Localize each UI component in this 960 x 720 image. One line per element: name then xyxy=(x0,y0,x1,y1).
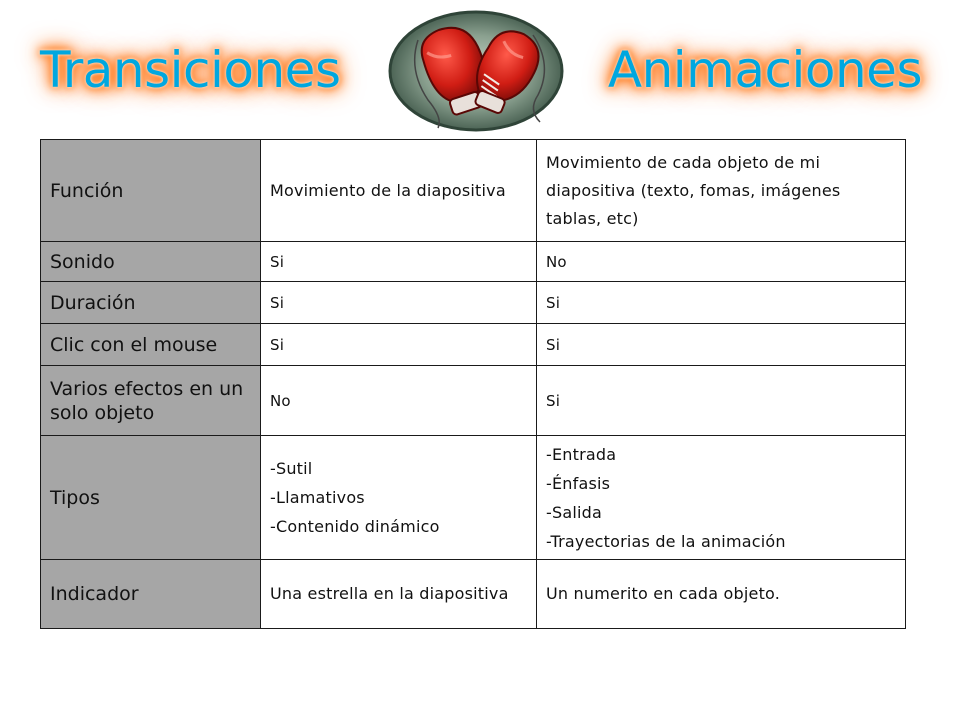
animaciones-line: No xyxy=(546,252,567,271)
table-row xyxy=(41,436,906,560)
animaciones-line: Un numerito en cada objeto. xyxy=(546,584,781,603)
transiciones-line: Si xyxy=(270,293,285,312)
table-row xyxy=(41,560,906,629)
animaciones-cell xyxy=(537,436,906,560)
row-label: Clic con el mouse xyxy=(41,324,261,366)
animaciones-line: Movimiento de cada objeto de mi diapositiva (texto, fomas, imágenes tablas, etc) xyxy=(546,152,841,228)
table-row xyxy=(41,242,906,282)
transiciones-line: -Sutil xyxy=(270,459,313,478)
animaciones-line: Si xyxy=(546,335,561,354)
animaciones-cell xyxy=(537,324,906,366)
table-row xyxy=(41,282,906,324)
transiciones-line: -Contenido dinámico xyxy=(270,517,440,536)
row-label: Duración xyxy=(41,282,261,324)
animaciones-line: -Entrada xyxy=(546,444,617,464)
transiciones-line: Una estrella en la diapositiva xyxy=(270,584,509,603)
row-label: Varios efectos en un solo objeto xyxy=(41,366,261,436)
comparison-table xyxy=(40,139,906,629)
animaciones-line: Si xyxy=(546,293,561,312)
title-animaciones: Animaciones xyxy=(607,41,922,99)
transiciones-cell xyxy=(261,242,537,282)
row-label: Sonido xyxy=(41,242,261,282)
row-label: Indicador xyxy=(41,560,261,629)
transiciones-cell xyxy=(261,436,537,560)
animaciones-line: -Trayectorias de la animación xyxy=(546,531,786,551)
animaciones-line: -Énfasis xyxy=(546,473,611,493)
transiciones-cell xyxy=(261,324,537,366)
animaciones-line: Si xyxy=(546,391,561,410)
animaciones-cell xyxy=(537,366,906,436)
transiciones-line: Si xyxy=(270,252,285,271)
table-row xyxy=(41,324,906,366)
title-transiciones: Transiciones xyxy=(40,41,341,99)
transiciones-line: Movimiento de la diapositiva xyxy=(270,180,506,200)
animaciones-cell xyxy=(537,140,906,242)
transiciones-cell xyxy=(261,140,537,242)
table-row xyxy=(41,140,906,242)
transiciones-cell xyxy=(261,282,537,324)
table-row xyxy=(41,366,906,436)
transiciones-line: -Llamativos xyxy=(270,488,365,507)
animaciones-cell xyxy=(537,282,906,324)
row-label: Función xyxy=(41,140,261,242)
boxing-gloves-icon xyxy=(388,10,564,132)
transiciones-cell xyxy=(261,366,537,436)
transiciones-cell xyxy=(261,560,537,629)
transiciones-line: No xyxy=(270,391,291,410)
animaciones-cell xyxy=(537,242,906,282)
row-label: Tipos xyxy=(41,436,261,560)
animaciones-line: -Salida xyxy=(546,502,602,522)
transiciones-line: Si xyxy=(270,335,285,354)
animaciones-cell xyxy=(537,560,906,629)
